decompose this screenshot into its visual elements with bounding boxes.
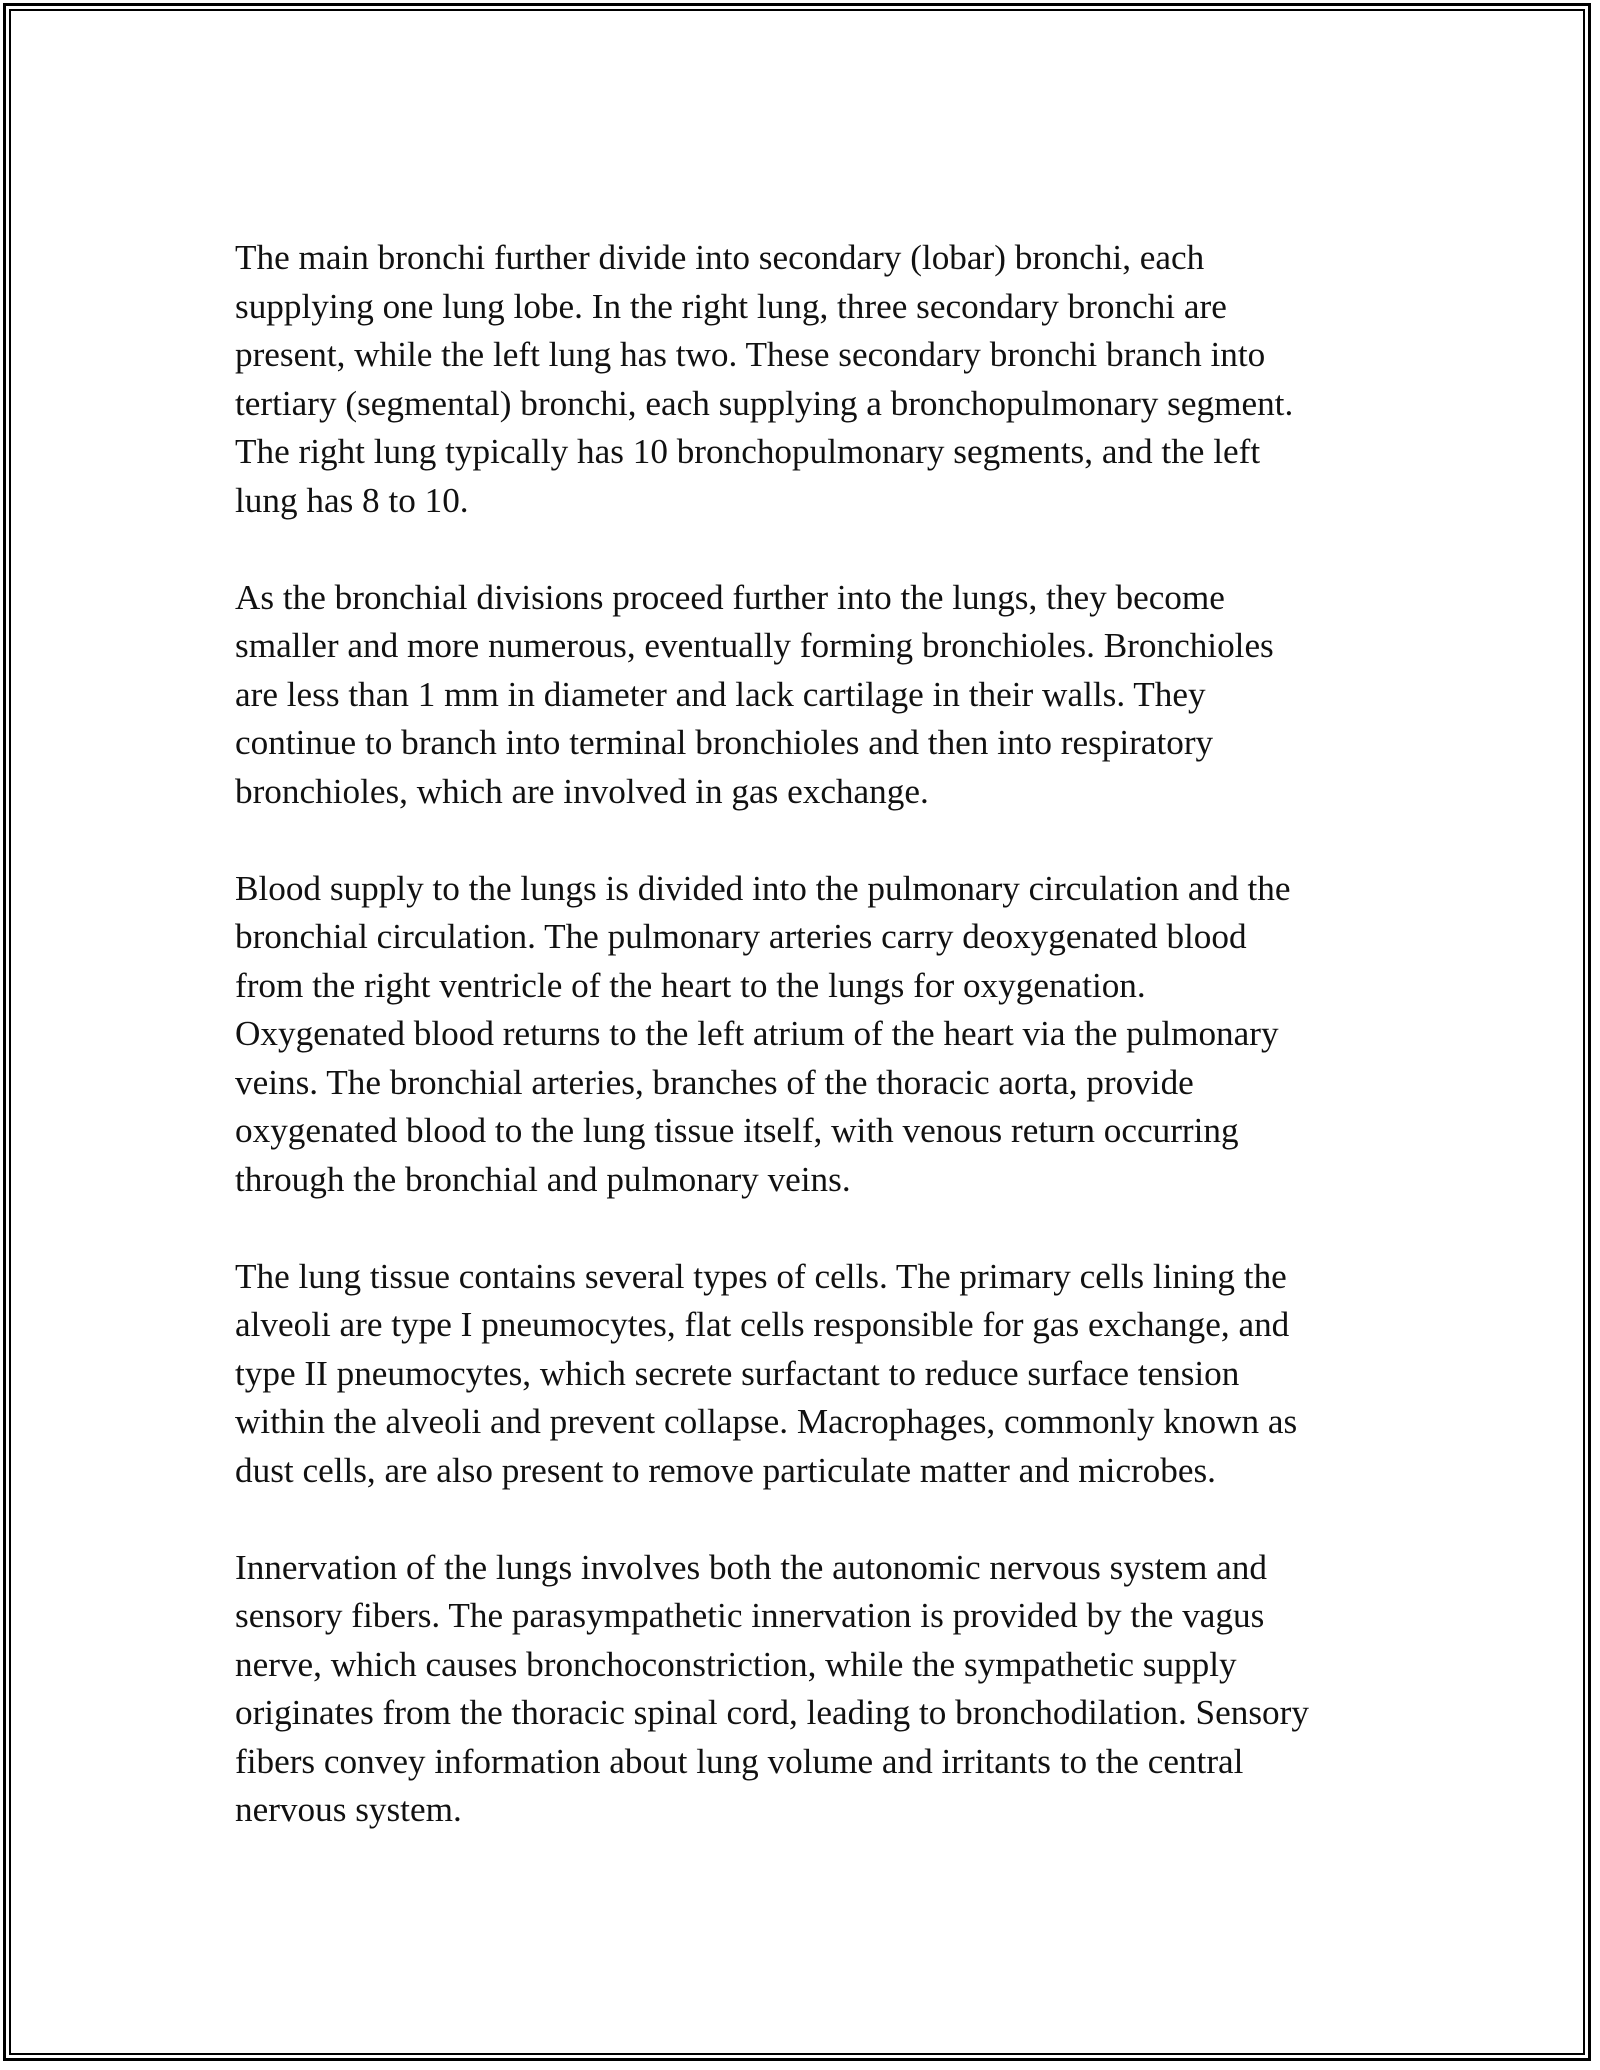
- paragraph-lung-cells: [235, 1253, 1375, 1496]
- text-line: Innervation of the lungs involves both the autonomic nervous system and: [235, 1547, 1267, 1587]
- text-line: continue to branch into terminal bronchioles and then into respiratory: [235, 723, 1214, 762]
- text-line: The right lung typically has 10 bronchopulmonary segments, and the left: [235, 432, 1261, 471]
- text-line: alveoli are type I pneumocytes, flat cells responsible for gas exchange, and: [235, 1305, 1290, 1344]
- text-line: As the bronchial divisions proceed further into the lungs, they become: [235, 577, 1225, 617]
- text-line: Blood supply to the lungs is divided into the pulmonary circulation and the: [235, 868, 1291, 908]
- text-line: dust cells, are also present to remove particulate matter and microbes.: [235, 1450, 1216, 1490]
- paragraph-bronchioles: [235, 574, 1375, 817]
- text-line: veins. The bronchial arteries, branches of the thoracic aorta, provide: [235, 1062, 1194, 1102]
- text-line: from the right ventricle of the heart to the lungs for oxygenation.: [235, 965, 1146, 1005]
- paragraph-blood-supply: [235, 865, 1375, 1205]
- text-line: The lung tissue contains several types of cells. The primary cells lining the: [235, 1256, 1287, 1296]
- text-line: tertiary (segmental) bronchi, each supplying a bronchopulmonary segment.: [235, 383, 1294, 423]
- text-line: present, while the left lung has two. These secondary bronchi branch into: [235, 335, 1266, 374]
- document-body: [235, 234, 1375, 1883]
- text-line: are less than 1 mm in diameter and lack cartilage in their walls. They: [235, 674, 1206, 714]
- text-line: bronchial circulation. The pulmonary arteries carry deoxygenated blood: [235, 917, 1247, 956]
- text-line: bronchioles, which are involved in gas exchange.: [235, 771, 929, 811]
- paragraph-innervation: [235, 1544, 1375, 1835]
- text-line: supplying one lung lobe. In the right lung, three secondary bronchi are: [235, 286, 1227, 326]
- text-line: originates from the thoracic spinal cord, leading to bronchodilation. Sensory: [235, 1693, 1309, 1732]
- text-line: oxygenated blood to the lung tissue itself, with venous return occurring: [235, 1111, 1239, 1150]
- text-line: type II pneumocytes, which secrete surfactant to reduce surface tension: [235, 1353, 1240, 1393]
- text-line: nerve, which causes bronchoconstriction, while the sympathetic supply: [235, 1644, 1237, 1684]
- text-line: fibers convey information about lung volume and irritants to the central: [235, 1741, 1244, 1781]
- text-line: The main bronchi further divide into secondary (lobar) bronchi, each: [235, 238, 1205, 277]
- text-line: sensory fibers. The parasympathetic innervation is provided by the vagus: [235, 1596, 1265, 1635]
- text-line: lung has 8 to 10.: [235, 480, 469, 520]
- text-line: Oxygenated blood returns to the left atrium of the heart via the pulmonary: [235, 1014, 1279, 1053]
- text-line: smaller and more numerous, eventually forming bronchioles. Bronchioles: [235, 626, 1274, 665]
- text-line: through the bronchial and pulmonary veins.: [235, 1159, 851, 1199]
- text-line: within the alveoli and prevent collapse. Macrophages, commonly known as: [235, 1402, 1298, 1441]
- paragraph-bronchi-divisions: [235, 234, 1375, 525]
- text-line: nervous system.: [235, 1790, 462, 1829]
